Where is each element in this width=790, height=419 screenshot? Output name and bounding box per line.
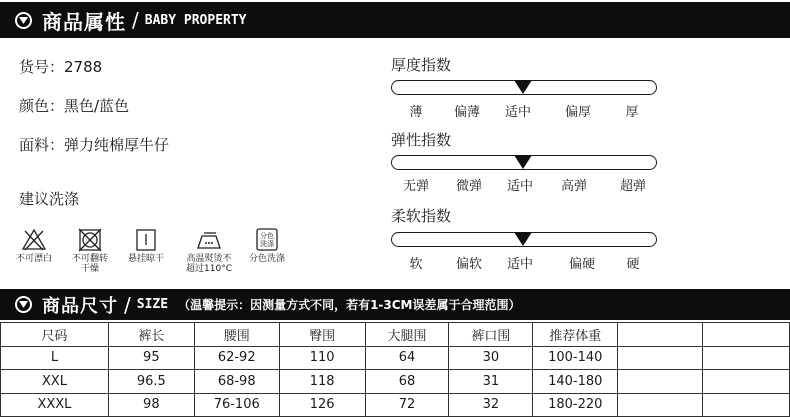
care-item: 分色 洗涤 分色洗涤 (242, 228, 292, 264)
thickness-pointer (514, 80, 532, 94)
softness-label: 软 (409, 257, 423, 272)
item-fabric: 面料：弹力纯棉厚牛仔 (19, 136, 170, 154)
svg-text:分色: 分色 (260, 232, 274, 240)
table-row: XXXL 98 76-106 126 72 32 180-220 (1, 393, 790, 417)
elasticity-label: 适中 (506, 179, 534, 194)
header-cell: 腰围 (194, 323, 279, 347)
wash-separately-icon (254, 228, 280, 252)
header-cell: 尺码 (1, 323, 109, 347)
no-tumble-dry-icon (77, 228, 103, 252)
elasticity-label: 无弹 (402, 179, 430, 194)
title-divider: / (132, 8, 139, 32)
measurement-note: （温馨提示：因测量方式不同，若有1-3CM误差属于合理范围） (178, 298, 521, 312)
iron-icon (194, 228, 224, 252)
softness-label: 适中 (506, 257, 534, 272)
washing-advice-label: 建议洗涤 (19, 190, 80, 208)
thickness-label: 适中 (504, 105, 532, 120)
header-cell: 大腿围 (365, 323, 449, 347)
elasticity-label: 高弹 (560, 179, 588, 194)
care-item: 不可翻转 干燥 (68, 228, 112, 274)
section-subtitle: BABY PROPERTY (144, 12, 247, 28)
size-table (0, 322, 790, 417)
section-title: 商品尺寸 (42, 295, 118, 317)
no-bleach-icon (21, 228, 47, 252)
line-dry-icon (133, 228, 159, 252)
care-item: 高温熨烫不 超过110°C (180, 228, 238, 274)
svg-text:洗涤: 洗涤 (260, 240, 274, 248)
care-item: 悬挂晾干 (122, 228, 170, 264)
softness-index-title: 柔软指数 (391, 207, 452, 225)
header-cell (703, 323, 790, 347)
softness-pointer (514, 232, 532, 246)
softness-label: 硬 (626, 257, 640, 272)
product-size-banner (0, 289, 790, 320)
chevron-down-icon (15, 296, 32, 313)
table-header-row (1, 323, 790, 347)
softness-label: 偏软 (455, 257, 483, 272)
elasticity-label: 超弹 (619, 179, 647, 194)
thickness-label: 薄 (409, 105, 423, 120)
care-item: 不可漂白 (12, 228, 56, 264)
header-cell: 裤口围 (449, 323, 533, 347)
product-attributes-banner (0, 2, 790, 38)
care-icons (10, 228, 310, 280)
thickness-label: 偏厚 (564, 105, 592, 120)
header-cell: 臀围 (279, 323, 365, 347)
header-cell: 裤长 (108, 323, 194, 347)
thickness-index-title: 厚度指数 (391, 56, 452, 74)
table-row: L 95 62-92 110 64 30 100-140 (1, 346, 790, 370)
title-divider: / (124, 292, 131, 317)
softness-label: 偏硬 (568, 257, 596, 272)
section-subtitle: SIZE (136, 297, 169, 312)
elasticity-index-title: 弹性指数 (391, 131, 452, 149)
table-row: XXL 96.5 68-98 118 68 31 140-180 (1, 370, 790, 394)
chevron-down-icon (15, 12, 32, 29)
item-color: 颜色：黑色/蓝色 (19, 97, 130, 115)
thickness-label: 偏薄 (453, 105, 481, 120)
elasticity-label: 微弹 (455, 179, 483, 194)
section-title: 商品属性 (42, 9, 126, 34)
thickness-label: 厚 (625, 105, 639, 120)
item-number: 货号：2788 (19, 58, 103, 76)
elasticity-pointer (514, 155, 532, 169)
header-cell (618, 323, 703, 347)
header-cell: 推荐体重 (533, 323, 618, 347)
